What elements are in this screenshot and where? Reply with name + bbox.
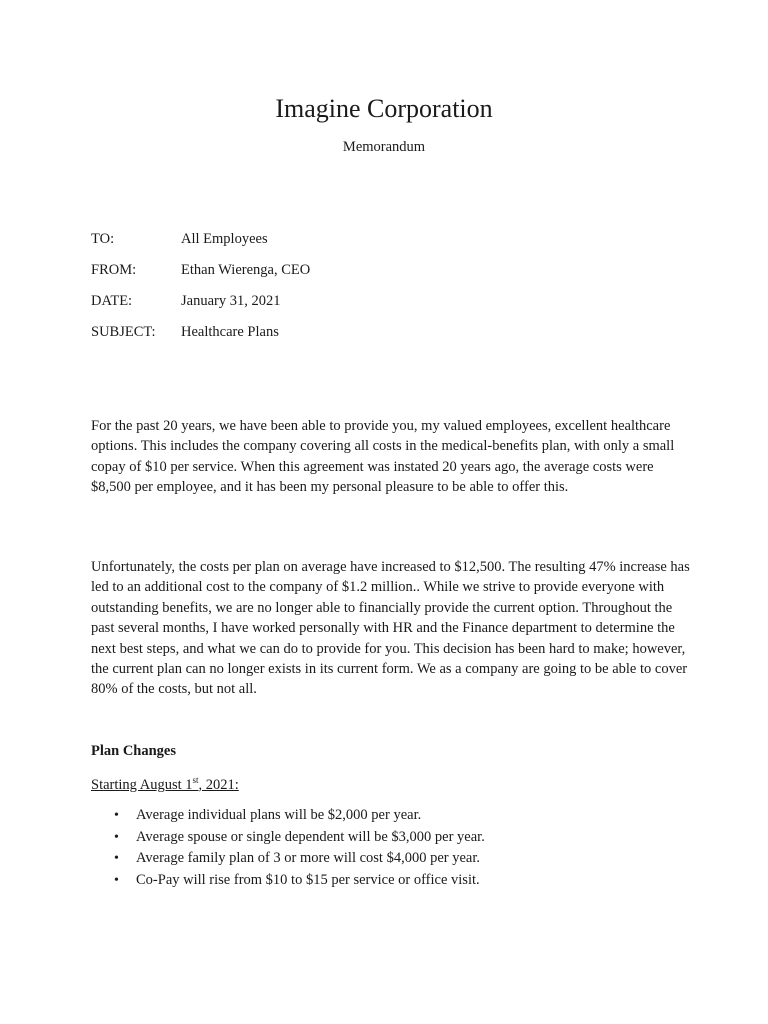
list-item-text: Average family plan of 3 or more will cost $4,000 per year.: [136, 850, 480, 866]
from-label: FROM:: [91, 262, 137, 278]
to-label: TO:: [91, 231, 115, 247]
memo-subtitle: Memorandum: [342, 139, 426, 155]
to-field-row: [91, 230, 691, 261]
list-item: [91, 805, 691, 827]
from-field-row: [91, 261, 691, 292]
company-title: Imagine Corporation: [275, 94, 493, 123]
bullet-icon: •: [114, 829, 119, 845]
date-label: DATE:: [91, 293, 133, 309]
list-item: [91, 848, 691, 870]
plan-changes-heading: Plan Changes: [91, 743, 177, 759]
bullet-icon: •: [114, 872, 119, 888]
to-value: All Employees: [181, 231, 268, 247]
start-date-line: [91, 776, 239, 794]
subject-value: Healthcare Plans: [181, 324, 279, 340]
date-value: January 31, 2021: [181, 293, 281, 309]
from-value: Ethan Wierenga, CEO: [181, 262, 311, 278]
list-item-text: Co-Pay will rise from $10 to $15 per service or office visit.: [136, 871, 480, 888]
list-item: [91, 870, 691, 892]
bullet-icon: •: [114, 808, 119, 823]
intro-paragraph: For the past 20 years, we have been able to provide you, my valued employees, excellent healthcare options. This includes the company covering all costs in the medical-benefits plan, with only a small copay of $10 per service. When this agreement was instated 20 years ago, the average costs were $8,500 per employee, and it has been my personal pleasure to be able to offer this.: [91, 418, 675, 496]
plan-changes-list: [91, 805, 691, 891]
memo-header-fields: [91, 230, 691, 354]
subject-label: SUBJECT:: [91, 324, 156, 340]
start-date-ordinal: st: [192, 775, 199, 786]
list-item-text: Average individual plans will be $2,000 per year.: [136, 807, 422, 823]
start-date-prefix: Starting August 1: [91, 777, 193, 793]
cost-increase-paragraph: Unfortunately, the costs per plan on average have increased to $12,500. The resulting 47% increase has led to an additional cost to the company of $1.2 million.. While we strive to provide everyone with outstanding benefits, we are no longer able to financially provide the current option. Throughout the past several months, I have worked personally with HR and the Finance department to determine the next best steps, and what we can do to provide for you. This decision has been hard to make; however, the current plan can no longer exists in its current form. We as a company are going to be able to cover 80% of the costs, but not all.: [91, 559, 690, 698]
subject-field-row: [91, 323, 691, 354]
date-field-row: [91, 292, 691, 323]
list-item: [91, 827, 691, 849]
bullet-icon: •: [114, 851, 119, 866]
list-item-text: Average spouse or single dependent will be $3,000 per year.: [136, 828, 485, 845]
start-date-suffix: , 2021:: [198, 777, 239, 793]
